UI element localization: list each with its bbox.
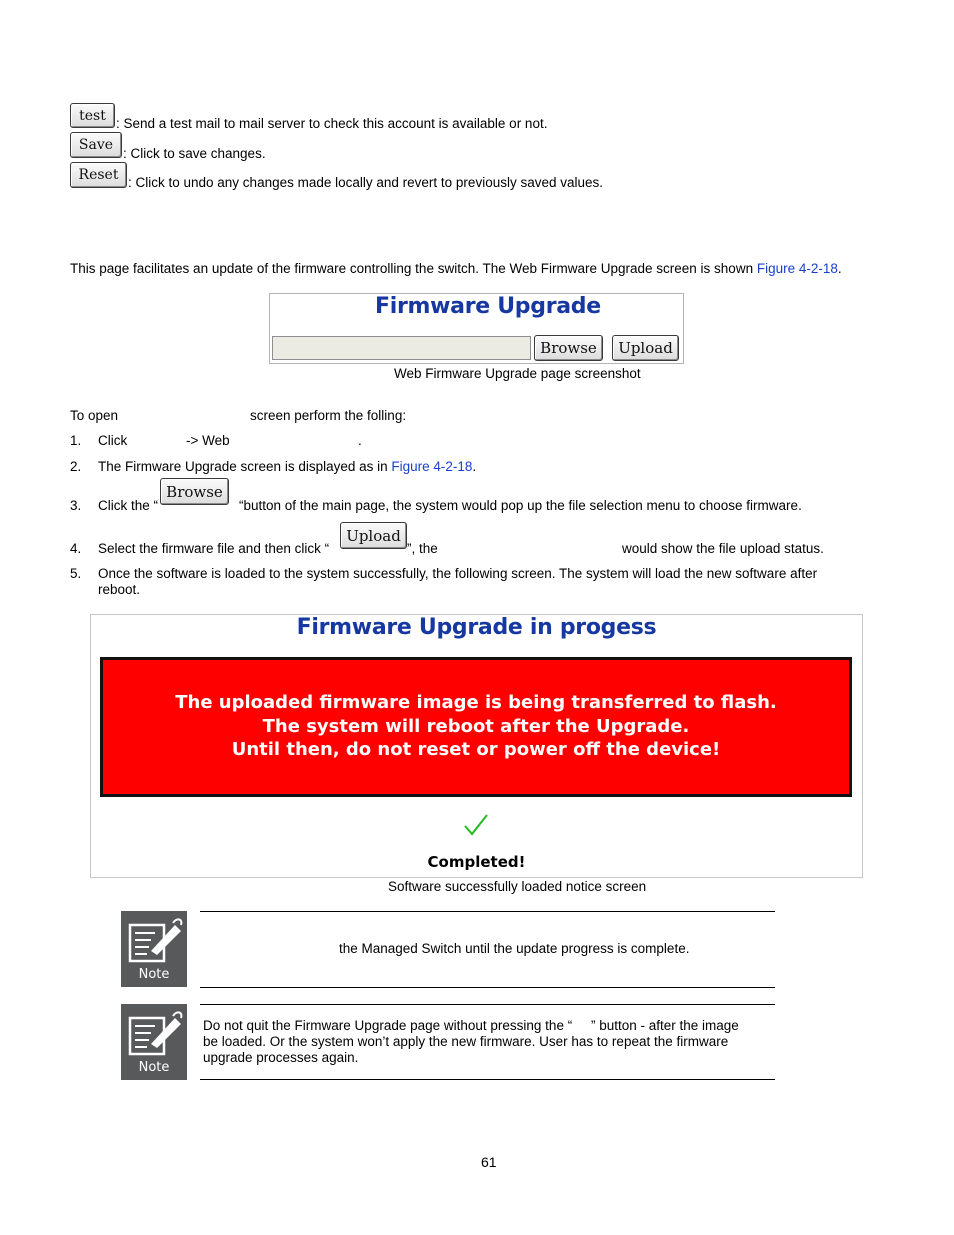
- step-1-path: -> Web: [186, 433, 230, 448]
- upload-button[interactable]: Upload: [612, 335, 679, 361]
- reset-button[interactable]: Reset: [70, 162, 127, 188]
- reset-button-description: : Click to undo any changes made locally and revert to previously saved values.: [128, 175, 604, 190]
- note-1-top-rule: [200, 911, 775, 912]
- note-icon: [121, 1004, 187, 1080]
- step-1-number: 1.: [70, 433, 82, 448]
- step-5-number: 5.: [70, 566, 82, 581]
- browse-button[interactable]: Browse: [534, 335, 603, 361]
- figure-caption-1: Web Firmware Upgrade page screenshot: [394, 366, 641, 381]
- note-2-line-3: upgrade processes again.: [203, 1050, 359, 1065]
- step-3-suffix: “button of the main page, the system would pop up the file selection menu to choose firmware.: [239, 498, 802, 513]
- completed-status: Completed!: [427, 853, 526, 871]
- note-label: Note: [138, 967, 170, 982]
- page-number: 61: [481, 1154, 497, 1170]
- note-2-top-rule: [200, 1004, 775, 1005]
- firmware-upgrade-title: Firmware Upgrade: [375, 294, 601, 319]
- step-4-upload-button[interactable]: Upload: [340, 522, 407, 549]
- step-4-mid: ”, the: [407, 541, 438, 556]
- pencil-paper-icon: [121, 911, 187, 966]
- open-suffix: screen perform the folling:: [250, 408, 407, 423]
- step-4-number: 4.: [70, 541, 82, 556]
- checkmark-icon: [463, 813, 489, 837]
- note-2-line-1: Do not quit the Firmware Upgrade page without pressing the “ ” button - after the image: [203, 1018, 739, 1033]
- step-2-text: [98, 459, 476, 474]
- figure-caption-2: Software successfully loaded notice screen: [388, 879, 647, 894]
- note-icon: [121, 911, 187, 987]
- note-2-line-2: be loaded. Or the system won’t apply the new firmware. User has to repeat the firmware: [203, 1034, 729, 1049]
- step-5-line-1: Once the software is loaded to the system successfully, the following screen. The system will load the new software after: [98, 566, 818, 581]
- step-1-end: .: [358, 433, 362, 448]
- firmware-progress-panel: [90, 614, 863, 878]
- open-prefix: To open: [70, 408, 119, 423]
- test-button[interactable]: test: [70, 103, 115, 128]
- step-2-body: The Firmware Upgrade screen is displayed as in: [98, 459, 392, 474]
- step-1-click: Click: [98, 433, 128, 448]
- step-2-figure-link[interactable]: Figure 4-2-18: [391, 459, 473, 474]
- intro-end: .: [837, 261, 842, 276]
- file-path-input[interactable]: [272, 336, 531, 360]
- step-4-suffix: would show the file upload status.: [622, 541, 824, 556]
- note-1-bottom-rule: [200, 987, 775, 988]
- step-3-number: 3.: [70, 498, 82, 513]
- note-1-text: the Managed Switch until the update progress is complete.: [339, 941, 690, 956]
- save-button[interactable]: Save: [70, 132, 122, 158]
- warning-line-2: The system will reboot after the Upgrade.: [262, 716, 690, 737]
- warning-line-3: Until then, do not reset or power off the device!: [231, 739, 721, 760]
- step-2-end: .: [472, 459, 477, 474]
- intro-paragraph: [70, 261, 842, 276]
- warning-line-1: The uploaded firmware image is being transferred to flash.: [175, 692, 777, 713]
- pencil-paper-icon: [121, 1004, 187, 1059]
- step-4-prefix: Select the firmware file and then click “: [98, 541, 330, 556]
- step-5-line-2: reboot.: [98, 582, 141, 597]
- note-label: Note: [138, 1060, 170, 1075]
- step-3-prefix: Click the “: [98, 498, 159, 513]
- figure-link[interactable]: Figure 4-2-18: [756, 261, 838, 276]
- firmware-upgrade-panel: [269, 293, 684, 364]
- save-button-description: : Click to save changes.: [123, 146, 266, 161]
- test-button-description: : Send a test mail to mail server to check this account is available or not.: [116, 116, 548, 131]
- step-2-number: 2.: [70, 459, 82, 474]
- step-3-browse-button[interactable]: Browse: [160, 478, 229, 505]
- warning-banner: [100, 657, 852, 797]
- note-2-bottom-rule: [200, 1079, 775, 1080]
- progress-title: Firmware Upgrade in progess: [296, 615, 657, 640]
- intro-text: This page facilitates an update of the firmware controlling the switch. The Web Firmware Upgrade screen is shown: [70, 261, 757, 276]
